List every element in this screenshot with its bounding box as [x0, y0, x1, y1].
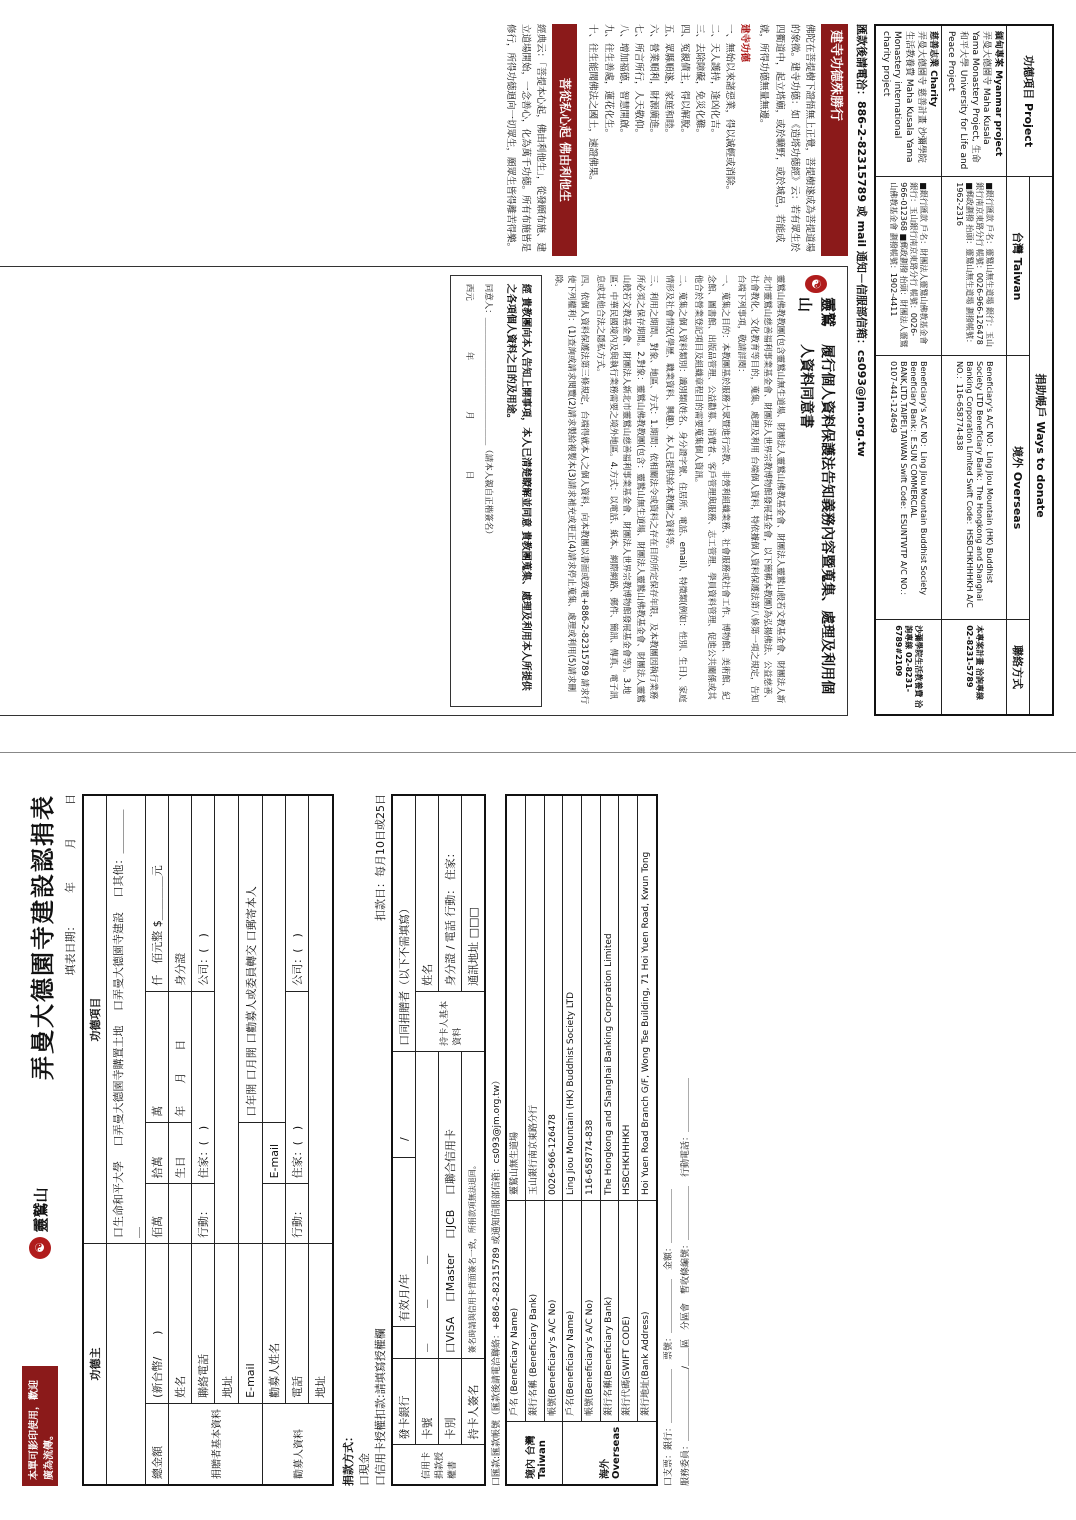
table-row [619, 795, 638, 1485]
list-item: 七、所言所行，人天敬仰。 [632, 24, 644, 139]
pay-card-date: 扣款日：每月10日或25日 [373, 794, 387, 921]
privacy-paragraph: 靈鷲山佛教教團(包含靈鷲山無生道場、財團法人靈鷲山佛教基金會、財團法人靈鷲山般若文教基金會、財團法人新北市靈鷲山慈善福利事業基金會、財團法人世界宗教博物館發展基金會，以下簡稱本教團)為弘揚佛法、公益慈善、社會教化、文化教育等目的，蒐集、處理及利用 台端個人資料，特依據個人資料保護法第八條第一項之規定，告知 台端下列事項，敬請詳閱： [735, 274, 786, 704]
pay-card-option[interactable]: 口信用卡授權扣款:請填寫授權欄 [373, 1328, 387, 1486]
col-project-header: 功德項目 Project [1007, 25, 1054, 177]
ch-mobile-label: 行動： [443, 883, 457, 917]
bank-value: HSBCHKHHHKH [619, 795, 638, 1201]
amount-unit[interactable]: 拾萬 [146, 1122, 169, 1184]
name-label: 姓名 [169, 1244, 192, 1404]
list-item: 六、營業順利，財源廣進。 [648, 24, 660, 139]
bank-value: Hoi Yuen Road Branch G/F, Wong Tse Building, 71 Hoi Yuen Road, Kwun Tong [638, 795, 657, 1201]
contact-cell: 沙彌學院生活教養費 洽詢專線 02-8231-6789#2109 [875, 620, 941, 715]
table-row [563, 795, 582, 1485]
card-type-label: 卡別 [438, 1359, 461, 1445]
bank-label: 銀行代碼(SWIFT CODE) [619, 1201, 638, 1422]
solicitor-email-label: E-mail [263, 1122, 286, 1184]
ch-phone-label: 電話 [443, 920, 457, 943]
table-row [875, 25, 941, 715]
donor-info-label: 捐贈者基本資料 [169, 1403, 263, 1485]
cardholder-signature-field[interactable]: 簽名時請與信用卡背面簽名一致，所捐款項無法退回。 [461, 1051, 485, 1358]
brand-logo [29, 1188, 51, 1259]
cardholder-label: 持卡人簽名 [461, 1359, 485, 1445]
solicitor-home-field[interactable]: 住家：( ) [286, 991, 309, 1184]
region-cell: 海外 Overseas [563, 1421, 657, 1485]
taiwan-account-cell: ■銀行匯款 戶名：靈鷲山無生道場 銀行：玉山銀行南京東路分行 帳號：0026-966-126478 ■郵政劃撥 抬頭：靈鷲山無生道場 劃撥帳號：1962-2316 [941, 177, 1006, 356]
consent-text: 經 貴教團向本人告知上開事項，本人已清楚瞭解並同意 貴教團蒐集、處理及利用本人所提供之各項個人資料之目的及用途。 [504, 283, 532, 691]
birthday-field[interactable]: 年 月 日 [169, 991, 192, 1122]
pledge-table [82, 794, 334, 1486]
privacy-paragraph: 一、蒐集之目的：本教團基於服務大眾暨進行宗教、非營利組織業務、社會服務或社會工作、博物館、美術館、紀念館、圖書館、出版品管理、公益勸募、消費者、客戶管理與服務、志工管理、學員資料管理、促進公共關係或其他合於營業登記項目及組織章程目的需要蒐集個人資訊。 [693, 274, 730, 700]
donor-name-field[interactable] [107, 1244, 146, 1485]
mobile-field[interactable]: 行動： [192, 1184, 215, 1244]
bank-value: The Hongkong and Shanghai Banking Corporation Limited [600, 795, 619, 1201]
consent-signature-line[interactable]: 同意人：＿＿＿＿＿＿＿＿＿＿＿＿＿＿＿（請本人親自正楷簽名） [483, 283, 494, 539]
project-options [107, 795, 146, 1244]
receipt-option[interactable]: 口月開 [244, 1047, 258, 1081]
donor-header: 功德主 [83, 1244, 107, 1485]
solicitor-email-field[interactable] [263, 795, 286, 1122]
copy-notice: 本單可影印使用，歡迎廣為流傳。 [22, 1366, 58, 1486]
office-phone-field[interactable]: 公司：( ) [192, 795, 215, 991]
receipt-option[interactable]: 口勸募人或委員轉交 [244, 944, 258, 1044]
logo-icon: ☯ [29, 1237, 51, 1259]
cheque-line[interactable]: 口支票：銀行：＿＿＿＿＿＿ 票號：＿＿＿＿＿＿ 金額：＿＿＿＿＿＿ [663, 1188, 674, 1486]
receipt-options [239, 795, 263, 1122]
card-type-option[interactable]: 口VISA [443, 1316, 457, 1354]
receipt-option[interactable]: 口年開 [244, 1083, 258, 1117]
merit-list [585, 24, 737, 256]
bank-label: 銀行名稱 (Beneficiary Bank) [525, 1201, 544, 1422]
amount-unit[interactable] [146, 795, 169, 991]
issuing-bank-field[interactable] [392, 1327, 416, 1359]
notice-line: 匯款後請電洽：886-2-82315789 或 mail 通知－信服部信箱：cs093@jm.org.tw [855, 24, 869, 457]
bank-label: 銀行地址(Bank Address) [638, 1201, 657, 1422]
brand-logo [792, 275, 839, 334]
card-no-label: 卡號 [415, 1359, 438, 1445]
bank-value: 0026-966-126478 [544, 795, 563, 1201]
solicitor-mobile-field[interactable]: 行動： [286, 1184, 309, 1244]
logo-text: 靈鷲山 [795, 296, 837, 327]
bank-label: 戶名 (Beneficiary Name) [506, 1201, 525, 1422]
bank-table [505, 794, 658, 1486]
privacy-title: 履行個人資料保護法告知義務內容暨蒐集、處理及利用個人資料同意書 [797, 344, 836, 695]
bottom-rotated-content [0, 770, 1076, 1510]
list-item: 八、增加福德，智慧開啟。 [617, 24, 629, 139]
merit-text: 佛陀在菩提樹下證悟無上正覺，菩提樹遂成為菩提道場的象徵。建寺功德：如《造塔功德經》云：若有眾生於四衢道中，起立塔廟，或於曠野，或於城邑，若能成就，所得功德無量無邊。 [758, 24, 816, 253]
staff-line[interactable]: 服務委員：＿＿＿＿＿＿＿＿/＿＿區 分區會 暫收條編號：＿＿＿＿＿＿ 行動電話：＿＿＿＿＿＿ [681, 1077, 692, 1486]
amount-unit-label: 仟 [151, 974, 164, 986]
solicitor-address-field[interactable] [309, 795, 333, 1244]
col-overseas-header: 境外 Overseas [1007, 356, 1030, 620]
altruism-title: 菩從私心起 佛由利他生 [552, 24, 577, 256]
solicitor-office-field[interactable]: 公司：( ) [286, 795, 309, 991]
form-title: 弄曼大德園寺建設認捐表 [27, 794, 57, 1081]
ch-address-label: 通訊地址 [466, 941, 480, 986]
privacy-paragraph: 三、利用之期間、對象、地區、方式：1.期間：依相關法令或資料之存在目的所定保存年限，及本教團因執行業務所必須之保存期間。2.對象：靈鷲山佛教教團(包含：靈鷲山無生道場、財團法人靈鷲山佛教基金會、財團法人靈鷲山般若文教基金會、財團法人新北市靈鷲山慈善福利事業基金會、財團法人世界宗教博物館發展基金會等)。3.地區：中華民國境內及與執行業務需要之境外地區。4.方式：以電話、紙本、網際網路、郵件、簡訊、傳真、電子訊息或其他合法之隱私方式。 [595, 274, 658, 703]
fold-divider [0, 752, 1076, 753]
card-no-field[interactable]: － － － [415, 1051, 438, 1358]
ch-id-phone-field[interactable]: 身分證 / 電話 行動： 住家： [438, 795, 461, 991]
bottom-half-pledge-form [0, 770, 1076, 1510]
project-cell [941, 25, 1006, 177]
project-header: 功德項目 [83, 795, 107, 1244]
list-item: 九、往生善處，蓮花化生。 [602, 24, 614, 139]
transfer-line[interactable]: 口匯款:匯款帳號（匯款後請電洽聯絡：+886-2-82315789 或通知信服部信箱：cs093@jm.org.tw） [491, 1075, 502, 1486]
pay-cash-option[interactable]: 口現金 [357, 1453, 371, 1486]
receipt-option[interactable]: 口郵寄本人 [244, 886, 258, 942]
ways-to-donate-table [874, 24, 1054, 716]
table-row [506, 795, 525, 1485]
cardholder-info-label: 持卡人基本資料 [415, 991, 485, 1051]
list-item: 三、去除障礙，免災化難。 [693, 24, 705, 139]
privacy-paragraph: 四、依個人資料保護法第三條規定，台端得就本人之個人資料，向本教團以書面或致電+886-2-82315789 請求行使下列權利：(1)查詢或請求閱覽(2)請求製給複製本(3)請求補充或更正(4)請求停止蒐集、處理或利用(5)請求刪除。 [552, 274, 589, 705]
id-label: 身分證 [174, 952, 187, 986]
bank-value: Ling Jiou Mountain (HK) Buddhist Society LTD [563, 795, 582, 1201]
logo-icon: ☯ [805, 275, 827, 293]
overseas-account-cell: Beneficiary's A/C NO：Ling Jiou Mountain (HK) Buddhist Society LTD Beneficiary Bank：The Hongkong and Shanghai Banking Corporation Limited Swift Code：HSBCHKHHHKH A/C NO.：116-658774-838 [941, 356, 1006, 620]
project-option[interactable]: 口其他：＿＿＿＿＿ [112, 809, 141, 1239]
category-label: 緬甸專案 Myanmar project [993, 31, 1003, 157]
bank-value: 116-658774-838 [581, 795, 600, 1201]
same-as-donor-option[interactable]: 口同捐贈者（以下不需填寫） [392, 795, 416, 1051]
bank-label: 帳號(Beneficiary's A/C No) [544, 1201, 563, 1422]
name-field[interactable] [169, 1184, 192, 1244]
table-row [581, 795, 600, 1485]
valid-field[interactable]: / [392, 1051, 416, 1157]
col-contact-header: 聯絡方式 [1007, 620, 1030, 715]
project-label: 弄曼大德園寺 慈善計畫 沙彌學院生活教養費 Maha Kusala Yama Monastery international charity project [880, 31, 926, 163]
id-field[interactable] [169, 795, 192, 991]
bank-value: 靈鷲山無生道場 [506, 795, 525, 1201]
project-option[interactable]: 口弄曼大德園寺購置土地 [112, 1025, 125, 1147]
card-types [438, 1051, 461, 1358]
fill-date[interactable]: 填表日期： 年 月 日 [64, 794, 77, 976]
solicitor-name-label: 勸募人姓名 [263, 1244, 286, 1404]
taiwan-account-cell: ■銀行匯款 戶名：財團法人靈鷲山佛教基金會 銀行：玉山銀行南京東路分行 帳號：0026-966-012368 ■郵政劃撥 抬頭：財團法人靈鷲山佛教基金會 劃撥帳號：1902-4411 [875, 177, 941, 356]
privacy-paragraph: 二、蒐集之個人資料類別：識別類(姓名、身分證字號、住居所、電話、email)、特徵類(例如：性別、生日)、家庭情形及社會情況(學歷、職業資料、興趣)、本人已提供給本教團之資料等。 [663, 274, 688, 703]
valid-label: 有效月/年 [392, 1158, 416, 1328]
merit-title: 建寺功德殊勝行 [821, 24, 848, 256]
email-field[interactable] [239, 1122, 263, 1243]
home-phone-field[interactable]: 住家：( ) [192, 991, 215, 1184]
bank-label: 戶名(Beneficiary Name) [563, 1201, 582, 1422]
payment-section [340, 794, 388, 1486]
ways-header: 捐助帳戶 Ways to donate [1030, 177, 1054, 715]
solicitor-phone-label: 電話 [286, 1244, 309, 1404]
ch-id-label: 身分證 [443, 952, 457, 986]
table-row [600, 795, 619, 1485]
list-item: 十、往生能聞佛法之國土，速證佛果。 [587, 24, 599, 186]
list-item: 四、冤親債主，得以解脫。 [678, 24, 690, 139]
project-cell [875, 25, 941, 177]
project-label: 弄曼大德園寺 Maha Kusala Yama Monastery Project, 生命和平大學 University for Life and Peace Project [946, 31, 992, 170]
phone-label: 聯絡電話 [192, 1244, 215, 1404]
list-item: 一、無始以來諸惡業，得以減輕或消除。 [724, 24, 736, 196]
bank-value: 玉山銀行南京東路分行 [525, 795, 544, 1201]
address-field[interactable] [215, 795, 239, 1244]
category-label: 慈善志業 Charity [927, 31, 938, 107]
project-option[interactable]: 口生命和平大學 [112, 1161, 125, 1239]
list-item: 五、眾縣順遂，家庭和睦。 [663, 24, 675, 139]
logo-text: 靈鷲山 [31, 1187, 50, 1233]
bank-label: 銀行名稱(Beneficiary Bank) [600, 1201, 619, 1422]
top-half-donation-info [0, 0, 1076, 740]
list-item: 二、天人護持，逢凶化吉。 [708, 24, 720, 139]
card-type-option[interactable]: 口聯合信用卡 [443, 1129, 457, 1196]
solicitor-name-field[interactable] [263, 1184, 286, 1244]
lower-columns [0, 24, 848, 716]
card-type-option[interactable]: 口JCB [443, 1209, 457, 1240]
table-row [638, 795, 657, 1485]
privacy-box [0, 266, 848, 716]
amount-unit[interactable]: 萬 [146, 991, 169, 1122]
card-table [391, 794, 486, 1486]
ch-name-label: 姓名 [420, 963, 434, 986]
ch-address-field[interactable]: 通訊地址 □□□ [461, 795, 485, 991]
merit-list-title: 建寺功德 [739, 24, 751, 63]
ch-name-field[interactable] [415, 795, 438, 991]
overseas-account-cell: Beneficiary's A/C NO：Ling Jiou Mountain Buddhist Society Beneficiary Bank：E.SUN COMMERCIAL BANK,LTD.TAIPEI,TAIWAN Swift Code：ESUNTWTP A/C NO.：0107-441-124649 [875, 356, 941, 620]
merit-column [0, 24, 848, 256]
payment-label: 捐款方式： [341, 1431, 355, 1486]
card-section-label: 信用卡捐款授權書 [392, 1445, 485, 1485]
birthday-label: 生日 [169, 1122, 192, 1184]
consent-date-line[interactable]: 西元 年 月 日 [464, 283, 475, 480]
email-label: E-mail [239, 1244, 263, 1404]
amount-currency[interactable]: (新台幣/ ) [146, 1244, 169, 1404]
solicitor-label: 勸募人資料 [263, 1403, 333, 1485]
address-label: 地址 [215, 1244, 239, 1404]
top-rotated-content [0, 0, 1076, 740]
amount-unit[interactable]: 佰萬 [146, 1184, 169, 1244]
contact-cell: 本專案計畫 洽詢專線 02-8231-5789 [941, 620, 1006, 715]
solicitor-address-label: 地址 [309, 1244, 333, 1404]
table-row [544, 795, 563, 1485]
table-row [525, 795, 544, 1485]
region-cell: 境內 台灣 Taiwan [506, 1421, 563, 1485]
issuing-bank-label: 發卡銀行 [392, 1359, 416, 1445]
ch-home-label: 住家： [443, 847, 457, 881]
form-header [22, 794, 58, 1486]
card-type-option[interactable]: 口Master [443, 1253, 457, 1303]
table-row [941, 25, 1006, 715]
bank-label: 帳號(Beneficiary's A/C No) [581, 1201, 600, 1422]
amount-label: 總金額 [146, 1403, 169, 1485]
consent-box [450, 275, 542, 707]
altruism-text: 經典云：「菩提本心起，佛由利他生」，從發願布施、建立道場開始，一念善心，化為萬千功德。所有布施皆是修行，所得功德迴向一切眾生，願眾生皆得離苦得樂。 [504, 24, 547, 253]
col-taiwan-header: 台灣 Taiwan [1007, 177, 1030, 356]
project-option[interactable]: 口弄曼大德園寺建設 [112, 912, 125, 1012]
amount-unit-label: 佰元整 $＿＿＿＿元 [151, 865, 164, 964]
